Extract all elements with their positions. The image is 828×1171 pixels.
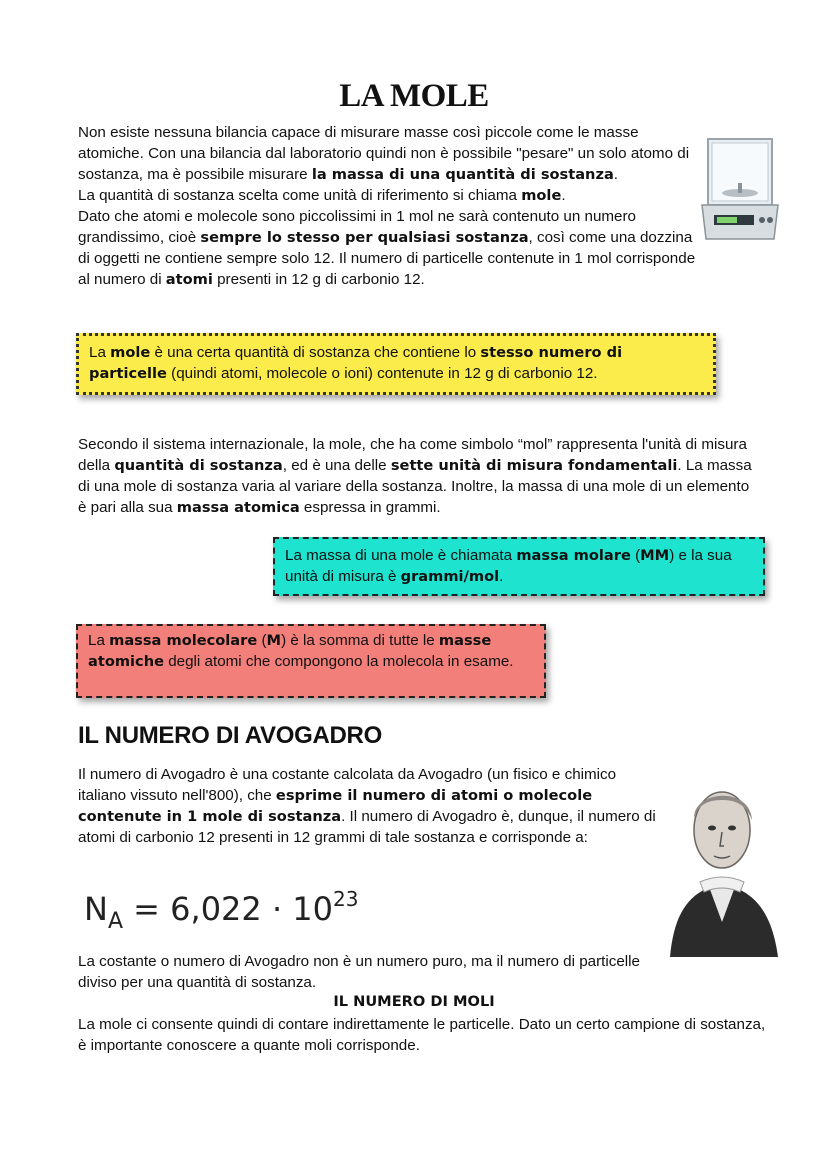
- formula-mantissa: 6,022: [170, 890, 262, 928]
- mole-definition-box: La mole è una certa quantità di sostanza che contiene lo stesso numero di particelle (quindi atomi, molecole o ioni) contenute in 12 g di carbonio 12.: [76, 333, 716, 395]
- lab-balance-image: [700, 135, 780, 245]
- formula-symbol: N: [84, 890, 108, 928]
- constant-note: La costante o numero di Avogadro non è un numero puro, ma il numero di particelle diviso per una quantità di sostanza.: [78, 953, 640, 991]
- intro-paragraph: Non esiste nessuna bilancia capace di misurare masse così piccole come le masse atomiche. Con una bilancia dal laboratorio quindi non è possibile "pesare" un solo atomo di sostanza, ma è possibile misurare la massa di una quantità di sostanza. La quantità di sostanza scelta come unità di riferimento si chiama mole. Dato che atomi e molecole sono piccolissimi in 1 mol ne sarà contenuto un numero grandissimo, cioè sempre lo stesso per qualsiasi sostanza, così come una dozzina di oggetti ne contiene sempre solo 12. Il numero di particelle contenute in 1 mol corrisponde al numero di atomi presenti in 12 g di carbonio 12.: [78, 124, 696, 288]
- formula-times: ·: [271, 890, 283, 928]
- avogadro-formula: [84, 887, 359, 934]
- si-paragraph: Secondo il sistema internazionale, la mole, che ha come simbolo “mol” rappresenta l'unità di misura della quantità di sostanza, ed è una delle sette unità di misura fondamentali. La massa di una mole di sostanza varia al variare della sostanza. Inoltre, la massa di una mole di un elemento è pari alla sua massa atomica espressa in grammi.: [78, 436, 752, 516]
- moles-paragraph: La mole ci consente quindi di contare indirettamente le particelle. Dato un certo campione di sostanza, è importante conoscere a quante moli corrisponde.: [78, 1016, 766, 1054]
- page-title: LA MOLE: [339, 78, 489, 114]
- formula-base: 10: [292, 890, 333, 928]
- avogadro-paragraph: Il numero di Avogadro è una costante calcolata da Avogadro (un fisico e chimico italiano vissuto nell'800), che esprime il numero di atomi o molecole contenute in 1 mole di sostanza. Il numero di Avogadro è, dunque, il numero di atomi di carbonio 12 presenti in 12 grammi di tale sostanza e corrisponde a:: [78, 766, 656, 846]
- molar-mass-box: La massa di una mole è chiamata massa molare (MM) e la sua unità di misura è grammi/mol.: [273, 537, 765, 596]
- molecular-mass-box: La massa molecolare (M) è la somma di tutte le masse atomiche degli atomi che compongono la molecola in esame.: [76, 624, 546, 698]
- moles-heading: IL NUMERO DI MOLI: [333, 993, 495, 1010]
- formula-exponent: 23: [333, 887, 359, 911]
- formula-equals: =: [133, 890, 160, 928]
- avogadro-heading: IL NUMERO DI AVOGADRO: [78, 722, 382, 749]
- formula-subscript: A: [107, 909, 123, 934]
- avogadro-portrait-image: [660, 772, 785, 957]
